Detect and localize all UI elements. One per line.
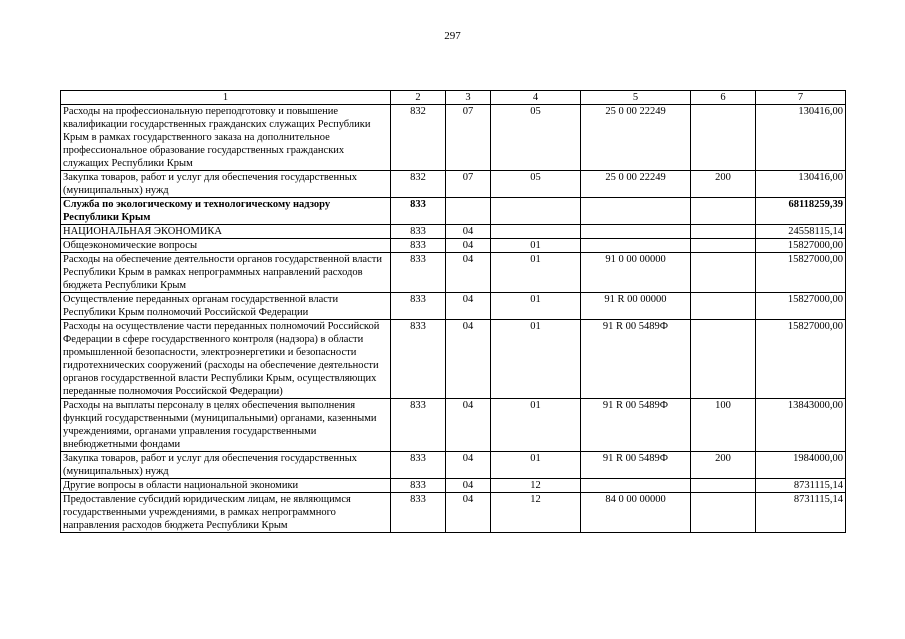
row-expense-type [691,225,756,239]
row-expense-type [691,105,756,171]
row-subsection-code: 05 [491,105,581,171]
row-target-article: 91 R 00 5489Ф [581,399,691,452]
row-subsection-code: 12 [491,479,581,493]
row-target-article [581,479,691,493]
table-row [61,479,846,493]
header-col-1: 1 [61,91,391,105]
row-expense-type [691,320,756,399]
header-col-4: 4 [491,91,581,105]
table-row [61,198,846,225]
row-ministry-code: 833 [391,225,446,239]
row-amount: 130416,00 [756,105,846,171]
row-section-code: 04 [446,452,491,479]
table-row [61,493,846,533]
row-amount: 8731115,14 [756,479,846,493]
row-ministry-code: 833 [391,239,446,253]
row-ministry-code: 833 [391,320,446,399]
table-row [61,171,846,198]
row-name: Осуществление переданных органам государственной власти Республики Крым полномочий Российской Федерации [61,293,391,320]
row-ministry-code: 833 [391,198,446,225]
row-amount: 8731115,14 [756,493,846,533]
row-expense-type: 100 [691,399,756,452]
row-expense-type: 200 [691,171,756,198]
row-target-article: 25 0 00 22249 [581,171,691,198]
row-subsection-code: 01 [491,239,581,253]
row-name: Расходы на профессиональную переподготовку и повышение квалификации государственных гражданских служащих Республики Крым в рамках государственного заказа на дополнительное профессиональное образование государственных гражданских служащих Республики Крым [61,105,391,171]
row-name: Предоставление субсидий юридическим лицам, не являющимся государственными учреждениями, в рамках непрограммного направления расходов бюджета Республики Крым [61,493,391,533]
row-subsection-code [491,198,581,225]
row-name: Расходы на обеспечение деятельности органов государственной власти Республики Крым в рамках непрограммных направлений расходов бюджета Республики Крым [61,253,391,293]
row-target-article: 25 0 00 22249 [581,105,691,171]
row-target-article: 91 0 00 00000 [581,253,691,293]
row-section-code: 07 [446,105,491,171]
row-amount: 15827000,00 [756,253,846,293]
row-expense-type [691,239,756,253]
row-target-article: 91 R 00 5489Ф [581,452,691,479]
row-ministry-code: 833 [391,479,446,493]
row-section-code: 04 [446,399,491,452]
row-expense-type [691,479,756,493]
row-target-article [581,225,691,239]
row-section-code: 04 [446,225,491,239]
row-name: Закупка товаров, работ и услуг для обеспечения государственных (муниципальных) нужд [61,171,391,198]
row-name: Расходы на осуществление части переданных полномочий Российской Федерации в сфере государственного контроля (надзора) в области промышленной безопасности, электроэнергетики и безопасности гидротехнических сооружений (расходы на обеспечение деятельности органов государственной власти Республики Крым, осуществляющих переданные полномочия Российской Федерации) [61,320,391,399]
row-subsection-code: 01 [491,253,581,293]
row-name: Другие вопросы в области национальной экономики [61,479,391,493]
table-row [61,239,846,253]
row-section-code: 04 [446,293,491,320]
row-ministry-code: 833 [391,253,446,293]
row-name: Закупка товаров, работ и услуг для обеспечения государственных (муниципальных) нужд [61,452,391,479]
row-expense-type [691,493,756,533]
row-target-article [581,239,691,253]
table-row [61,452,846,479]
row-subsection-code: 01 [491,293,581,320]
row-section-code: 04 [446,320,491,399]
row-section-code: 04 [446,479,491,493]
header-row [61,91,846,105]
row-section-code: 07 [446,171,491,198]
table-row [61,399,846,452]
row-name: Общеэкономические вопросы [61,239,391,253]
row-amount: 15827000,00 [756,320,846,399]
row-amount: 130416,00 [756,171,846,198]
header-col-2: 2 [391,91,446,105]
row-expense-type: 200 [691,452,756,479]
row-expense-type [691,198,756,225]
table-row [61,320,846,399]
row-subsection-code [491,225,581,239]
row-ministry-code: 833 [391,493,446,533]
row-name: Служба по экологическому и технологическому надзору Республики Крым [61,198,391,225]
header-col-6: 6 [691,91,756,105]
row-subsection-code: 05 [491,171,581,198]
row-amount: 24558115,14 [756,225,846,239]
row-subsection-code: 01 [491,452,581,479]
row-amount: 15827000,00 [756,239,846,253]
row-ministry-code: 833 [391,293,446,320]
header-col-7: 7 [756,91,846,105]
row-expense-type [691,293,756,320]
row-amount: 13843000,00 [756,399,846,452]
row-ministry-code: 832 [391,105,446,171]
row-section-code: 04 [446,493,491,533]
row-expense-type [691,253,756,293]
row-subsection-code: 12 [491,493,581,533]
table-row [61,293,846,320]
header-col-5: 5 [581,91,691,105]
row-subsection-code: 01 [491,320,581,399]
row-ministry-code: 833 [391,452,446,479]
row-amount: 1984000,00 [756,452,846,479]
row-subsection-code: 01 [491,399,581,452]
page-number: 297 [444,30,461,42]
row-target-article: 91 R 00 00000 [581,293,691,320]
row-name: Расходы на выплаты персоналу в целях обеспечения выполнения функций государственными (муниципальными) органами, казенными учреждениями, органами управления государственными внебюджетными фондами [61,399,391,452]
row-target-article: 91 R 00 5489Ф [581,320,691,399]
row-target-article [581,198,691,225]
table-row [61,105,846,171]
row-amount: 15827000,00 [756,293,846,320]
row-name: НАЦИОНАЛЬНАЯ ЭКОНОМИКА [61,225,391,239]
row-target-article: 84 0 00 00000 [581,493,691,533]
row-amount: 68118259,39 [756,198,846,225]
table-row [61,253,846,293]
budget-table [60,90,846,533]
table-row [61,225,846,239]
row-section-code [446,198,491,225]
row-section-code: 04 [446,253,491,293]
row-section-code: 04 [446,239,491,253]
header-col-3: 3 [446,91,491,105]
row-ministry-code: 832 [391,171,446,198]
row-ministry-code: 833 [391,399,446,452]
